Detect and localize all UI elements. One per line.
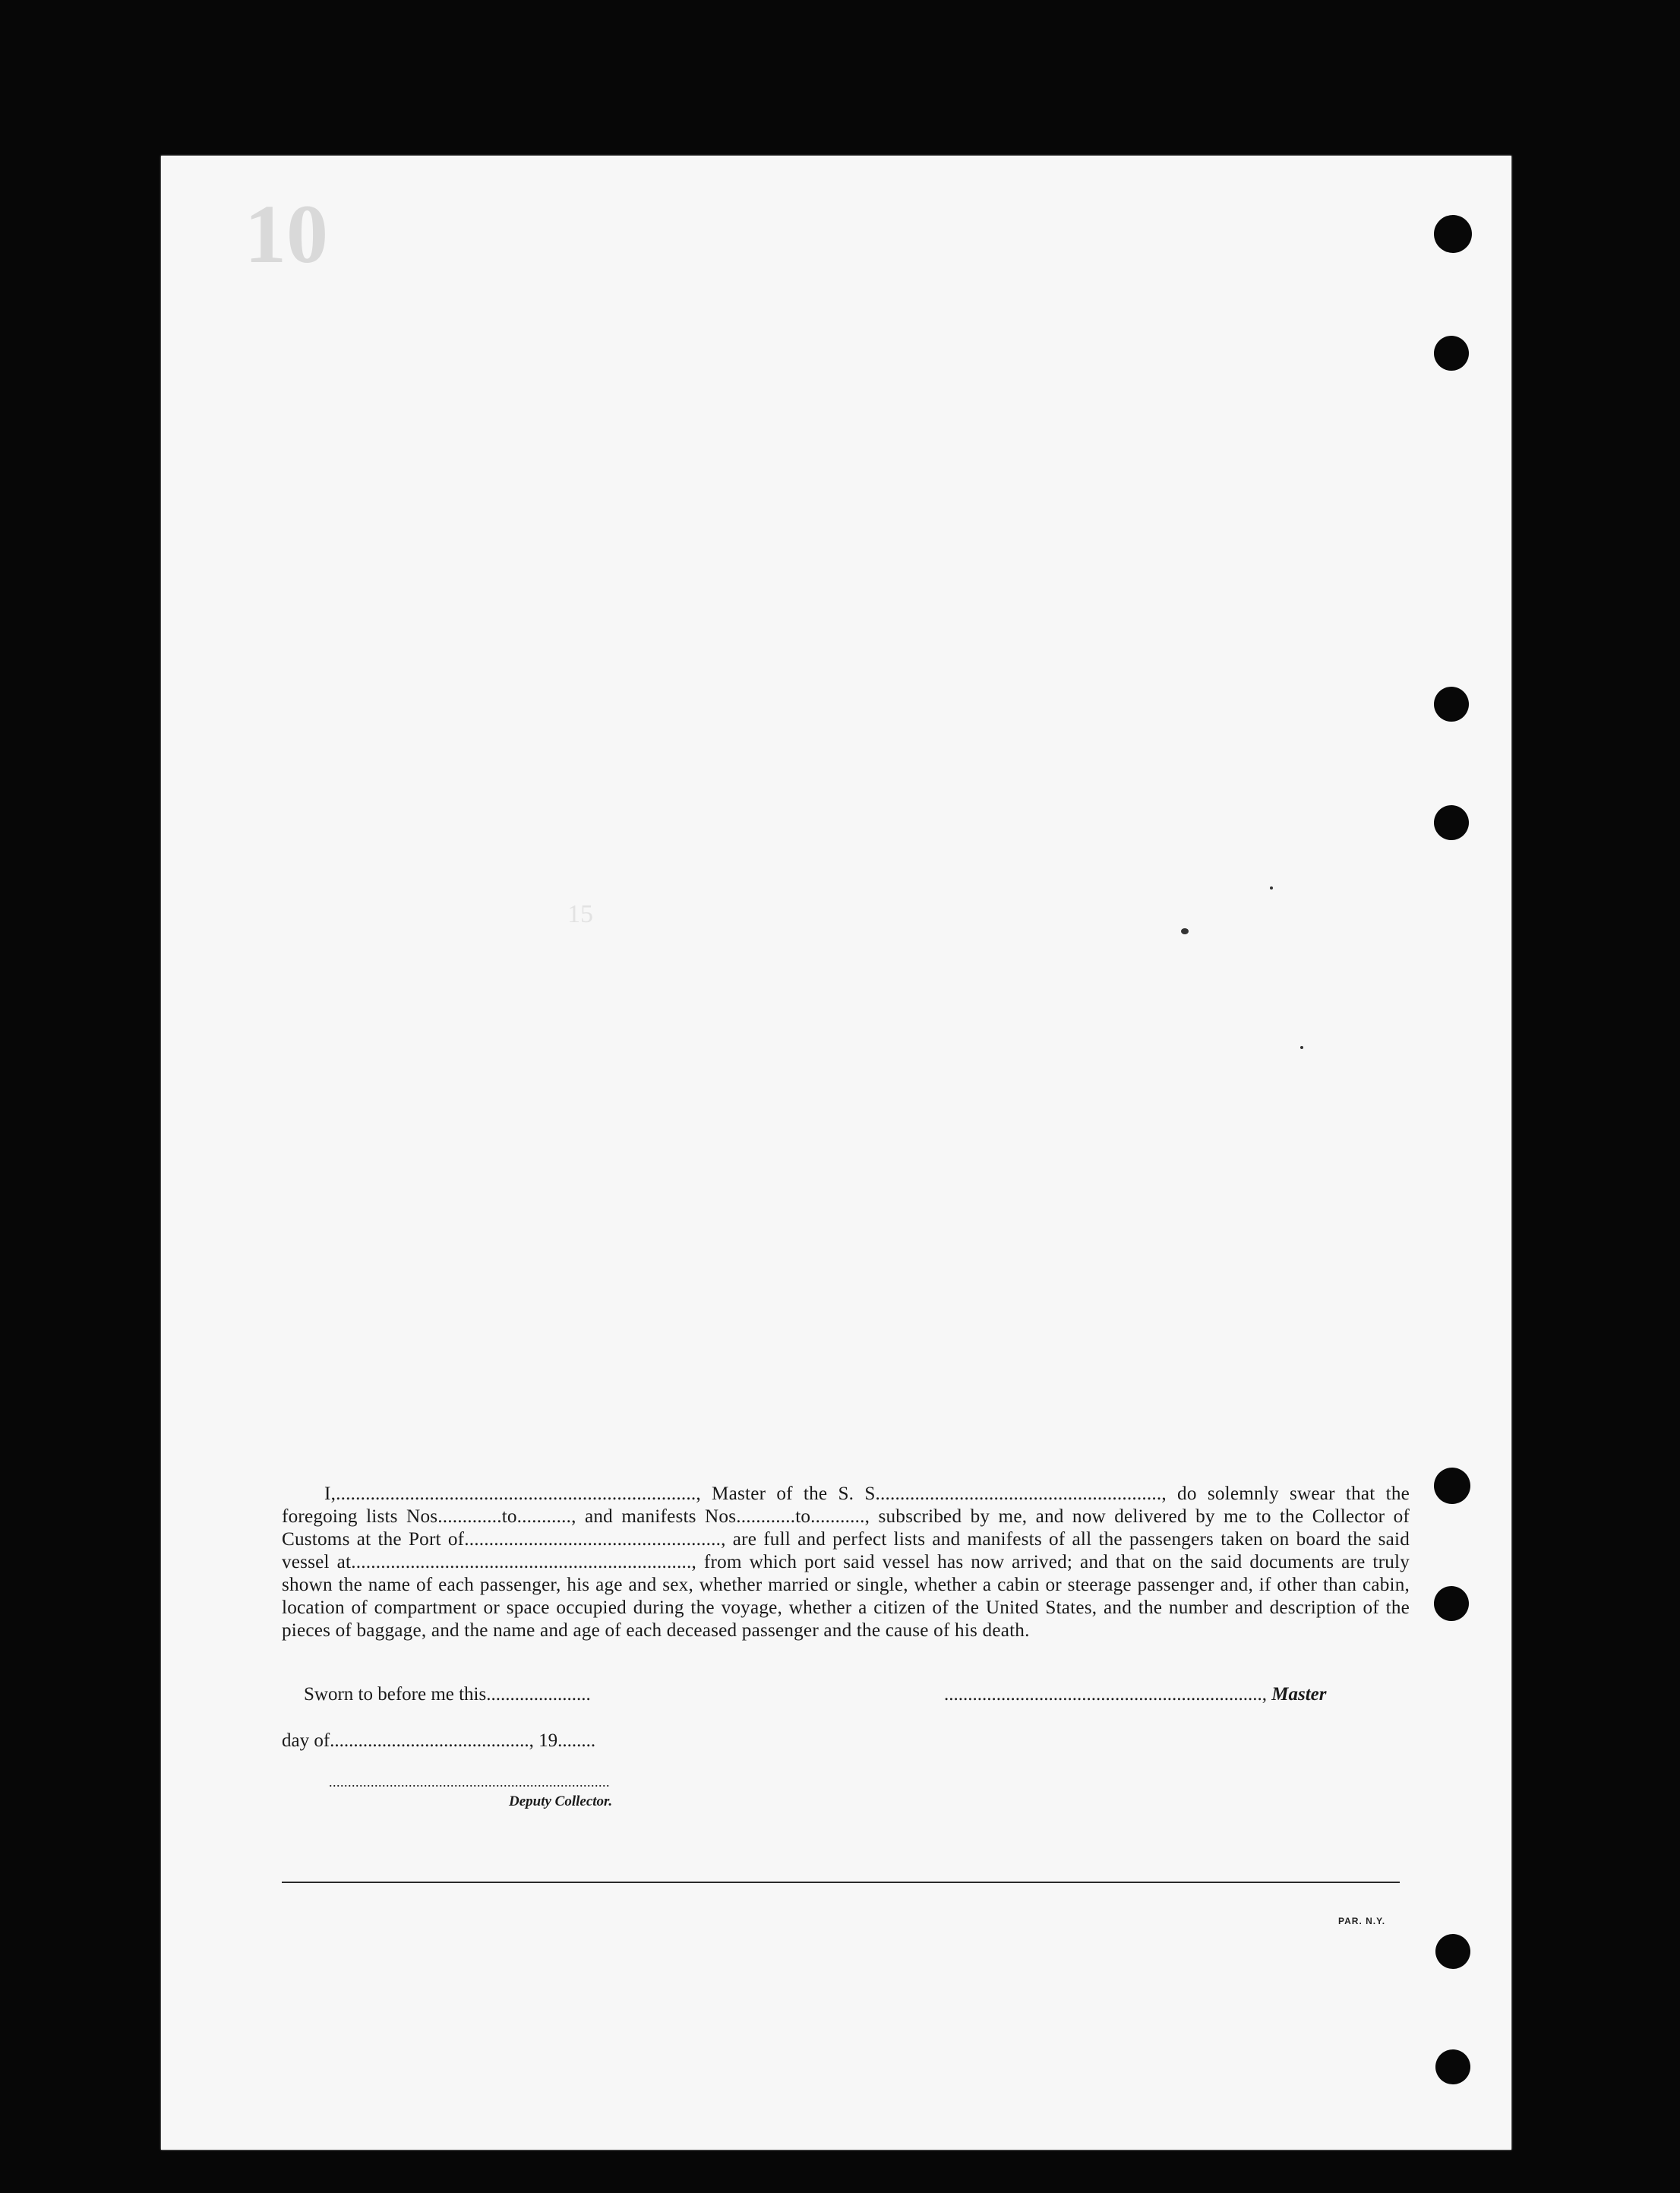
punch-hole [1434, 687, 1469, 722]
speck [1300, 1046, 1303, 1049]
master-label: Master [1271, 1684, 1327, 1705]
oath-paragraph [282, 1483, 1410, 1642]
sworn-before-line [304, 1684, 591, 1705]
master-dots: ..................................................................., [944, 1684, 1272, 1705]
speck [1181, 928, 1189, 934]
punch-hole [1435, 2049, 1470, 2084]
day-of-line [282, 1730, 595, 1752]
manifest-page [161, 156, 1511, 2150]
deputy-collector-label: Deputy Collector. [509, 1793, 613, 1809]
punch-hole [1434, 215, 1472, 253]
printer-mark: PAR. N.Y. [1338, 1916, 1386, 1926]
oath-text: I,........................................................................., Master of the S. S.........................................................., do solemnly swear that the foregoing lists Nos.............to..........., and manifests Nos............to..........., subscribed by me, and now delivered by me to the Collector of Customs at the Port of...................................................., are full and perfect lists and manifests of all the passengers taken on board the said vessel at....................................................................., from which port said vessel has now arrived; and that on the said documents are truly shown the name of each passenger, his age and sex, whether married or single, whether a cabin or steerage passenger and, if other than cabin, location of compartment or space occupied during the voyage, whether a citizen of the United States, and the number and description of the pieces of baggage, and the name and age of each deceased passenger and the cause of his death. [282, 1484, 1410, 1641]
speck [1270, 886, 1273, 890]
punch-hole [1434, 1586, 1469, 1621]
punch-hole [1435, 1934, 1470, 1969]
faint-handwritten-number: 15 [567, 900, 593, 928]
faint-page-number: 10 [245, 188, 328, 280]
deputy-signature-dots: .......................................................................... [329, 1774, 610, 1790]
master-signature-line [944, 1684, 1326, 1705]
punch-hole [1434, 336, 1469, 371]
punch-hole [1434, 1468, 1470, 1504]
punch-hole [1434, 805, 1469, 840]
day-of-label: day of.........................................., 19........ [282, 1730, 596, 1751]
bottom-rule [282, 1882, 1400, 1883]
sworn-label: Sworn to before me this...................... [304, 1684, 591, 1705]
